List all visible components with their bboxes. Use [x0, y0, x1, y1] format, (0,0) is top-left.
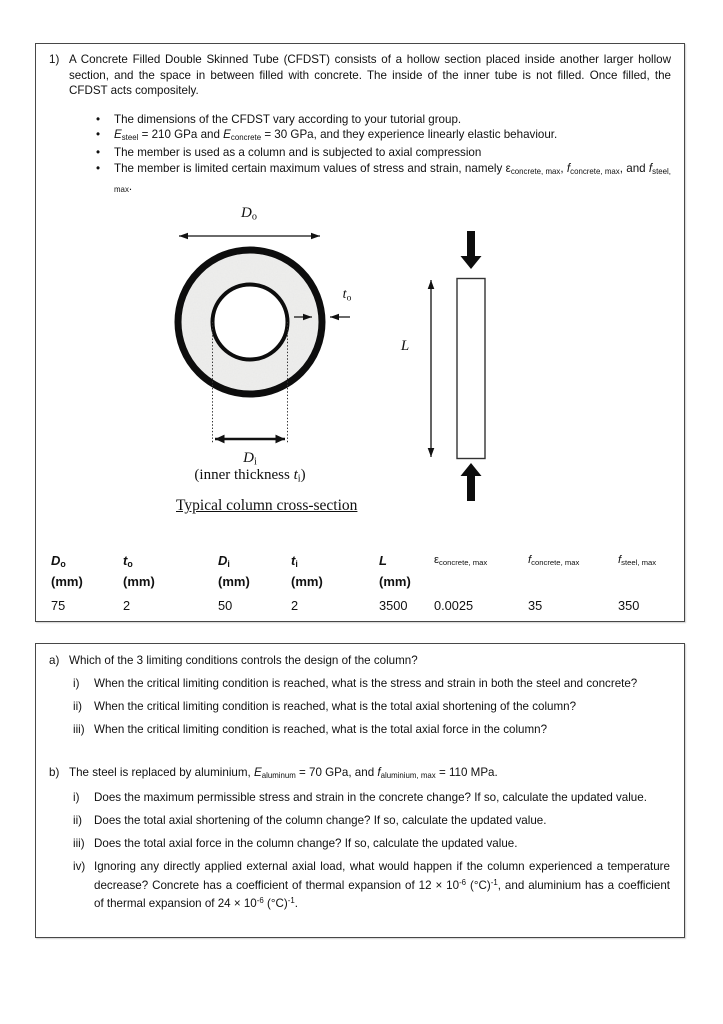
- part-a-label: a): [49, 654, 60, 667]
- part-a: [49, 653, 670, 738]
- table-symbol-cell: $f_{steel, max}$: [618, 554, 657, 567]
- bullet-item: [49, 145, 671, 161]
- table-value-cell: 35: [528, 598, 543, 613]
- bullet-text: The dimensions of the CFDST vary according to your tutorial group.: [114, 112, 462, 126]
- table-symbol-cell: L: [379, 553, 387, 568]
- bullet-item: [49, 112, 671, 128]
- item-label: i): [73, 791, 80, 805]
- question-item: [73, 676, 670, 692]
- table-unit-cell: (mm): [379, 574, 411, 589]
- item-text: Ignoring any directly applied external axial load, what would happen if the column experienced a temperature decrease? Concrete has a coefficient of thermal expansion of $12 \times 10^{-6}$ $(^\circ C)^{-1}$, and aluminium has a coefficient of thermal expansion of $24 \times 10^{-6}$ $(^\circ C)^{-1}$.: [94, 860, 670, 911]
- table-symbol-cell: $f_{concrete, max}$: [528, 554, 580, 567]
- part-a-heading: [49, 653, 670, 669]
- item-text: When the critical limiting condition is reached, what is the stress and strain in both the steel and concrete?: [94, 677, 638, 690]
- table-value-cell: 3500: [379, 598, 408, 613]
- table-value-cell: 75: [51, 598, 66, 613]
- part-b-label: b): [49, 765, 60, 779]
- table-value-cell: 50: [218, 598, 233, 613]
- cfdst-diagram-svg: [36, 184, 686, 514]
- axial-load-arrow-bottom: [461, 463, 482, 501]
- item-text: Does the total axial force in the column change? If so, calculate the updated value.: [94, 837, 518, 851]
- table-value-row: [51, 595, 686, 620]
- inner-steel-tube: [213, 285, 288, 360]
- cross-section-caption: Typical column cross-section: [176, 497, 358, 514]
- table-value-cell: 350: [618, 598, 640, 613]
- problem-number: 1): [49, 53, 60, 66]
- questions-box: [35, 643, 685, 938]
- table-unit-cell: (mm): [291, 574, 323, 589]
- question-item: [73, 790, 670, 806]
- item-label: iii): [73, 837, 85, 851]
- question-item: [73, 836, 670, 852]
- outer-thickness-label: $t_o$: [342, 287, 352, 304]
- column-elevation-diagram: [431, 231, 485, 501]
- part-b-heading: [49, 765, 670, 783]
- table-symbol-row: [51, 553, 686, 574]
- problem-intro-row: [49, 52, 671, 99]
- table-symbol-cell: $D_o$: [51, 553, 66, 570]
- table-value-cell: 2: [123, 598, 131, 613]
- item-text: Does the total axial shortening of the column change? If so, calculate the updated value.: [94, 814, 547, 828]
- bullet-text: $E_{steel} = 210$ GPa and $E_{concrete} = 30$ GPa, and they experience linearly elastic behaviour.: [114, 128, 558, 142]
- table-unit-cell: (mm): [51, 574, 83, 589]
- table-value-cell: 2: [291, 598, 299, 613]
- table-unit-cell: (mm): [123, 574, 155, 589]
- inner-diameter-label: $D_i$: [243, 450, 257, 468]
- problem-statement-box: [35, 43, 685, 622]
- table-unit-cell: [434, 574, 528, 595]
- bullet-icon: [96, 127, 114, 145]
- table-unit-row: [51, 574, 686, 595]
- question-item: [73, 859, 670, 911]
- table-unit-cell: (mm): [218, 574, 250, 589]
- table-unit-cell: [618, 574, 684, 595]
- outer-diameter-label: $D_o$: [241, 205, 257, 223]
- question-item: [73, 813, 670, 829]
- item-label: iii): [73, 723, 85, 736]
- column-member-rect: [457, 279, 485, 459]
- part-b: [49, 765, 670, 912]
- item-label: i): [73, 677, 80, 690]
- item-label: iv): [73, 860, 86, 874]
- part-b-text: The steel is replaced by aluminium, $E_{aluminum} = 70$ GPa, and $f_{aluminium, max} = 110$ MPa.: [69, 765, 498, 780]
- axial-load-arrow-top: [461, 231, 482, 269]
- bullet-text: The member is limited certain maximum values of stress and strain, namely $\varepsilon_{concrete, max}$, $f_{concrete, max}$, and $f_{steel, max}$.: [114, 161, 671, 195]
- item-label: ii): [73, 700, 83, 713]
- bullet-text: The member is used as a column and is subjected to axial compression: [114, 146, 482, 160]
- column-length-label: L: [400, 338, 410, 354]
- table-symbol-cell: $\varepsilon_{concrete, max}$: [434, 554, 488, 567]
- bullet-icon: [96, 112, 114, 128]
- problem-intro-text: A Concrete Filled Double Skinned Tube (CFDST) consists of a hollow section placed inside another larger hollow section, and the space in between filled with concrete. The inside of the inner tube is not filled. Once filled, the CFDST acts compositely.: [69, 53, 671, 97]
- item-text: When the critical limiting condition is reached, what is the total axial shortening of the column?: [94, 700, 577, 713]
- bullet-item: [49, 127, 671, 145]
- table-symbol-cell: $D_i$: [218, 553, 230, 570]
- item-label: ii): [73, 814, 83, 828]
- table-value-cell: 0.0025: [434, 598, 474, 613]
- question-item: [73, 722, 670, 738]
- table-symbol-cell: $t_i$: [291, 553, 298, 570]
- question-item: [73, 699, 670, 715]
- bullet-icon: [96, 145, 114, 161]
- inner-thickness-note: (inner thickness $t_i$): [194, 467, 306, 485]
- table-unit-cell: [528, 574, 618, 595]
- cross-section-diagram: [178, 236, 350, 444]
- dimensions-table: [51, 553, 686, 620]
- part-a-text: Which of the 3 limiting conditions controls the design of the column?: [69, 654, 418, 667]
- table-symbol-cell: $t_o$: [123, 553, 133, 570]
- item-text: Does the maximum permissible stress and strain in the concrete change? If so, calculate the updated value.: [94, 791, 647, 805]
- item-text: When the critical limiting condition is reached, what is the total axial force in the column?: [94, 723, 548, 736]
